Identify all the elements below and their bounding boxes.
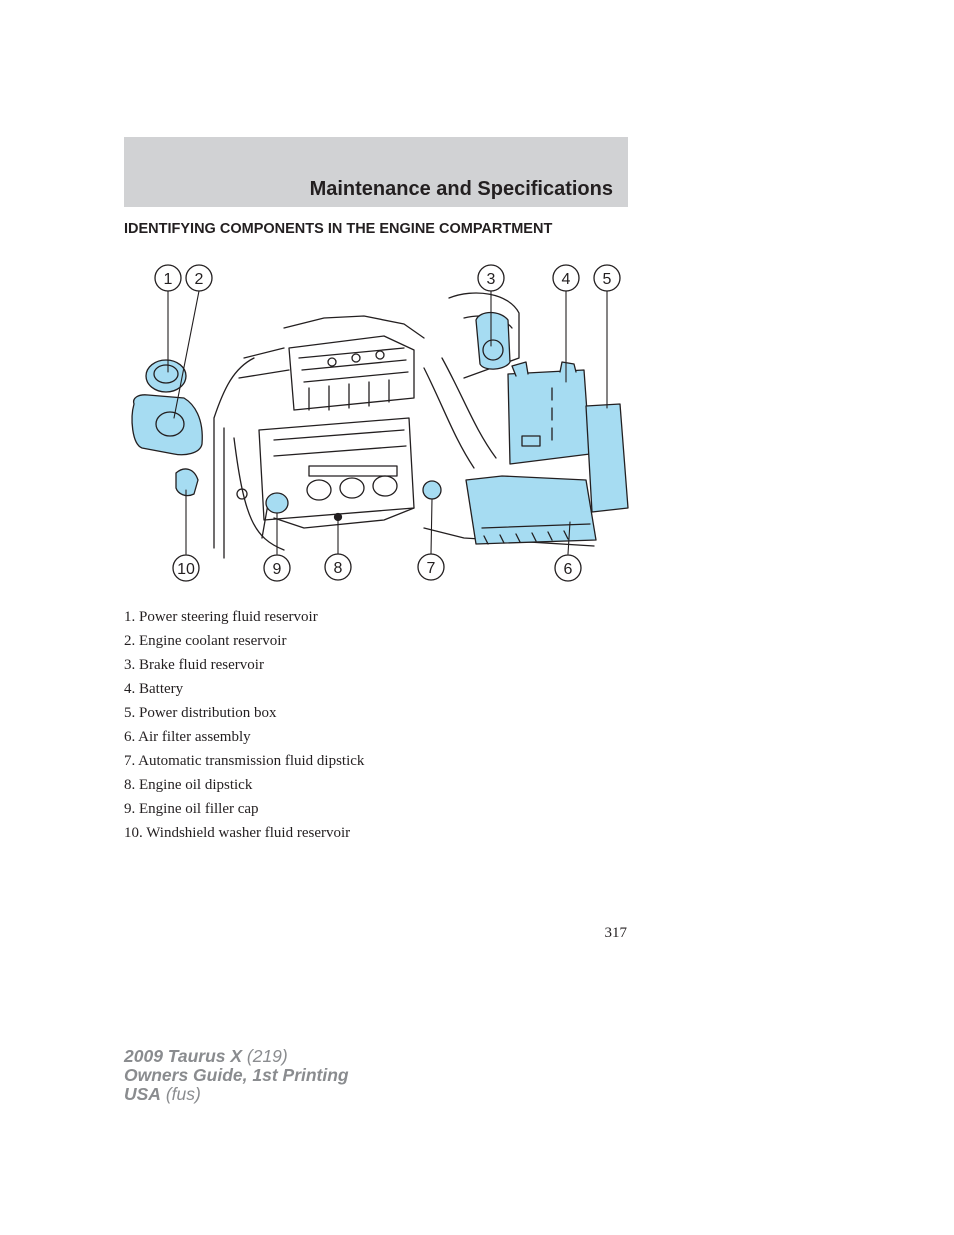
callout-3: 3 <box>486 271 496 288</box>
legend-item: 1. Power steering fluid reservoir <box>124 609 318 625</box>
footer-market-code: (fus) <box>160 1084 201 1104</box>
callout-8: 8 <box>333 560 343 577</box>
footer-line-2 <box>124 1066 349 1085</box>
sub-heading: IDENTIFYING COMPONENTS IN THE ENGINE COMPARTMENT <box>124 221 553 237</box>
legend-item: 10. Windshield washer fluid reservoir <box>124 825 351 841</box>
component-legend <box>124 605 364 845</box>
footer-line-3 <box>124 1085 349 1104</box>
footer-line-1 <box>124 1047 349 1066</box>
callout-10: 10 <box>177 561 195 578</box>
print-footer <box>124 1047 349 1104</box>
legend-item: 3. Brake fluid reservoir <box>124 657 264 673</box>
section-title: Maintenance and Specifications <box>309 178 613 200</box>
coolant-reservoir-shape <box>132 395 202 455</box>
power-distribution-box-shape <box>586 404 628 512</box>
footer-model: 2009 Taurus X <box>124 1046 243 1066</box>
transmission-dipstick-shape <box>423 481 441 499</box>
section-header-band <box>124 137 628 207</box>
legend-item: 6. Air filter assembly <box>124 729 251 745</box>
page-number: 317 <box>604 925 627 941</box>
oil-filler-cap-shape <box>266 493 288 513</box>
battery-shape <box>508 370 590 464</box>
oil-dipstick-shape <box>335 514 342 521</box>
footer-market: USA <box>124 1084 161 1104</box>
callout-6: 6 <box>563 561 573 578</box>
legend-item: 4. Battery <box>124 681 184 697</box>
callout-2: 2 <box>194 271 204 288</box>
legend-item: 5. Power distribution box <box>124 705 277 721</box>
callout-9: 9 <box>272 561 282 578</box>
footer-model-code: (219) <box>242 1046 288 1066</box>
highlighted-components <box>132 313 628 545</box>
legend-item: 8. Engine oil dipstick <box>124 777 253 793</box>
legend-item: 2. Engine coolant reservoir <box>124 633 287 649</box>
legend-item: 9. Engine oil filler cap <box>124 801 259 817</box>
air-filter-shape <box>466 476 596 544</box>
callout-7: 7 <box>426 560 436 577</box>
legend-item: 7. Automatic transmission fluid dipstick <box>124 753 365 769</box>
footer-printing: Owners Guide, 1st Printing <box>124 1065 349 1085</box>
engine-compartment-diagram <box>124 258 634 590</box>
washer-reservoir-shape <box>176 469 198 496</box>
callout-5: 5 <box>602 271 612 288</box>
callout-4: 4 <box>561 271 571 288</box>
callout-1: 1 <box>163 271 173 288</box>
